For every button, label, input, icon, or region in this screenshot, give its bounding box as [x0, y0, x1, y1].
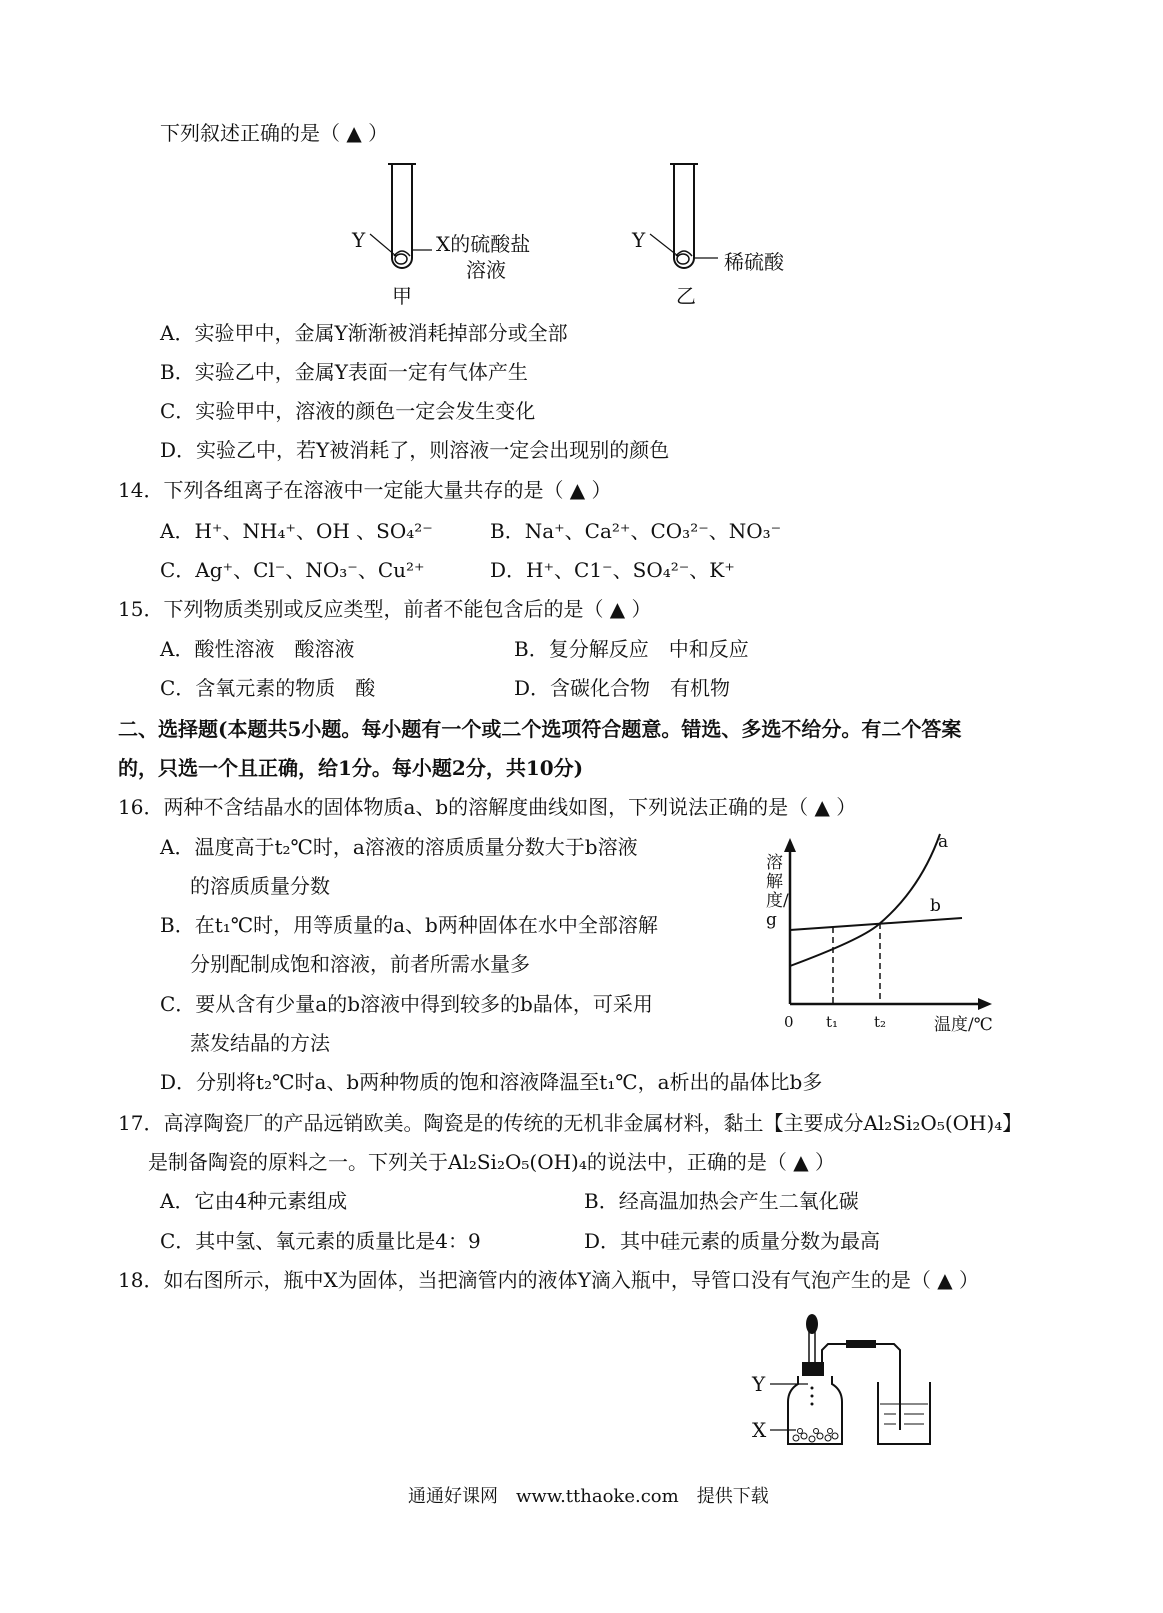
jia-caption: 甲 [392, 284, 412, 308]
beaker [878, 1382, 930, 1444]
apparatus-x-label: X [752, 1418, 767, 1442]
section2-heading-line1: 二、选择题(本题共5小题。每小题有一个或二个选项符合题意。错选、多选不给分。有二个答案 [118, 717, 962, 741]
yi-caption: 乙 [676, 284, 696, 308]
q16-option-b-line2: 分别配制成饱和溶液，前者所需水量多 [190, 952, 530, 976]
yi-y-label: Y [632, 228, 646, 252]
q14-option-d: D．H⁺、C1⁻、SO₄²⁻、K⁺ [490, 558, 735, 582]
solid-x [793, 1429, 838, 1443]
q15-option-a: A．酸性溶液 酸溶液 [160, 637, 355, 661]
stopper [802, 1362, 824, 1376]
jia-solution-label-2: 溶液 [466, 258, 506, 282]
q13-option-d: D．实验乙中，若Y被消耗了，则溶液一定会出现别的颜色 [160, 438, 670, 462]
q15-option-c: C．含氧元素的物质 酸 [160, 676, 376, 700]
curve-b [790, 918, 962, 930]
q16-option-a-line2: 的溶质质量分数 [190, 874, 330, 898]
curve-a [790, 834, 940, 966]
graph-xlabel: 温度/℃ [934, 1015, 993, 1035]
x-axis-arrow-icon [978, 998, 992, 1010]
q18-stem: 18．如右图所示，瓶中X为固体，当把滴管内的液体Y滴入瓶中，导管口没有气泡产生的是（ ▲ ） [118, 1268, 979, 1292]
rubber-tube [846, 1340, 876, 1348]
q17-stem-line1: 17．高淳陶瓷厂的产品远销欧美。陶瓷是的传统的无机非金属材料，黏土【主要成分Al₂Si₂O₅(OH)₄】 [118, 1111, 1023, 1135]
test-tube-figure [340, 160, 820, 310]
q16-option-a-line1: A．温度高于t₂℃时，a溶液的溶质质量分数大于b溶液 [160, 835, 638, 859]
graph-t2-label: t₂ [874, 1013, 887, 1031]
jia-y-label: Y [352, 228, 366, 252]
q13-option-a: A．实验甲中，金属Y渐渐被消耗掉部分或全部 [160, 321, 568, 345]
q14-option-a: A．H⁺、NH₄⁺、OH 、SO₄²⁻ [160, 519, 433, 543]
q15-stem: 15．下列物质类别或反应类型，前者不能包含后的是（ ▲ ） [118, 597, 652, 621]
q16-option-c-line2: 蒸发结晶的方法 [190, 1031, 330, 1055]
graph-curve-a-label: a [938, 832, 949, 852]
y-axis-arrow-icon [784, 838, 796, 852]
apparatus-y-label: Y [752, 1372, 766, 1396]
q16-option-d: D．分别将t₂℃时a、b两种物质的饱和溶液降温至t₁℃，a析出的晶体比b多 [160, 1070, 823, 1094]
delivery-tube [822, 1344, 900, 1430]
test-tube-jia [370, 164, 432, 268]
q16-option-b-line1: B．在t₁℃时，用等质量的a、b两种固体在水中全部溶解 [160, 913, 658, 937]
q13-option-c: C．实验甲中，溶液的颜色一定会发生变化 [160, 399, 536, 423]
gas-apparatus-figure [770, 1310, 950, 1450]
q17-option-c: C．其中氢、氧元素的质量比是4：9 [160, 1229, 481, 1253]
q17-option-a: A．它由4种元素组成 [160, 1189, 348, 1213]
q14-option-b: B．Na⁺、Ca²⁺、CO₃²⁻、NO₃⁻ [490, 519, 782, 543]
yi-acid-label: 稀硫酸 [724, 250, 784, 274]
q13-stem: 下列叙述正确的是（ ▲ ） [160, 121, 389, 145]
graph-origin: 0 [784, 1013, 794, 1031]
q16-stem: 16．两种不含结晶水的固体物质a、b的溶解度曲线如图，下列说法正确的是（ ▲ ） [118, 795, 857, 819]
q15-option-b: B．复分解反应 中和反应 [514, 637, 749, 661]
q17-option-d: D．其中硅元素的质量分数为最高 [584, 1229, 881, 1253]
q15-option-d: D．含碳化合物 有机物 [514, 676, 731, 700]
section2-heading-line2: 的，只选一个且正确，给1分。每小题2分，共10分) [118, 756, 584, 780]
page-footer: 通通好课网 www.tthaoke.com 提供下载 [408, 1486, 769, 1507]
graph-ylabel: 溶解度/g [766, 853, 789, 930]
q16-option-c-line1: C．要从含有少量a的b溶液中得到较多的b晶体，可采用 [160, 992, 653, 1016]
q17-option-b: B．经高温加热会产生二氧化碳 [584, 1189, 859, 1213]
dropper-bulb-icon [806, 1314, 818, 1334]
graph-curve-b-label: b [930, 896, 941, 916]
test-tube-yi [650, 164, 718, 268]
graph-t1-label: t₁ [826, 1013, 839, 1031]
jia-solution-label-1: X的硫酸盐 [436, 232, 531, 256]
solubility-graph [760, 820, 1010, 1020]
q14-stem: 14．下列各组离子在溶液中一定能大量共存的是（ ▲ ） [118, 478, 612, 502]
q14-option-c: C．Ag⁺、Cl⁻、NO₃⁻、Cu²⁺ [160, 558, 425, 582]
q13-option-b: B．实验乙中，金属Y表面一定有气体产生 [160, 360, 528, 384]
q17-stem-line2: 是制备陶瓷的原料之一。下列关于Al₂Si₂O₅(OH)₄的说法中，正确的是（ ▲ ） [148, 1150, 835, 1174]
